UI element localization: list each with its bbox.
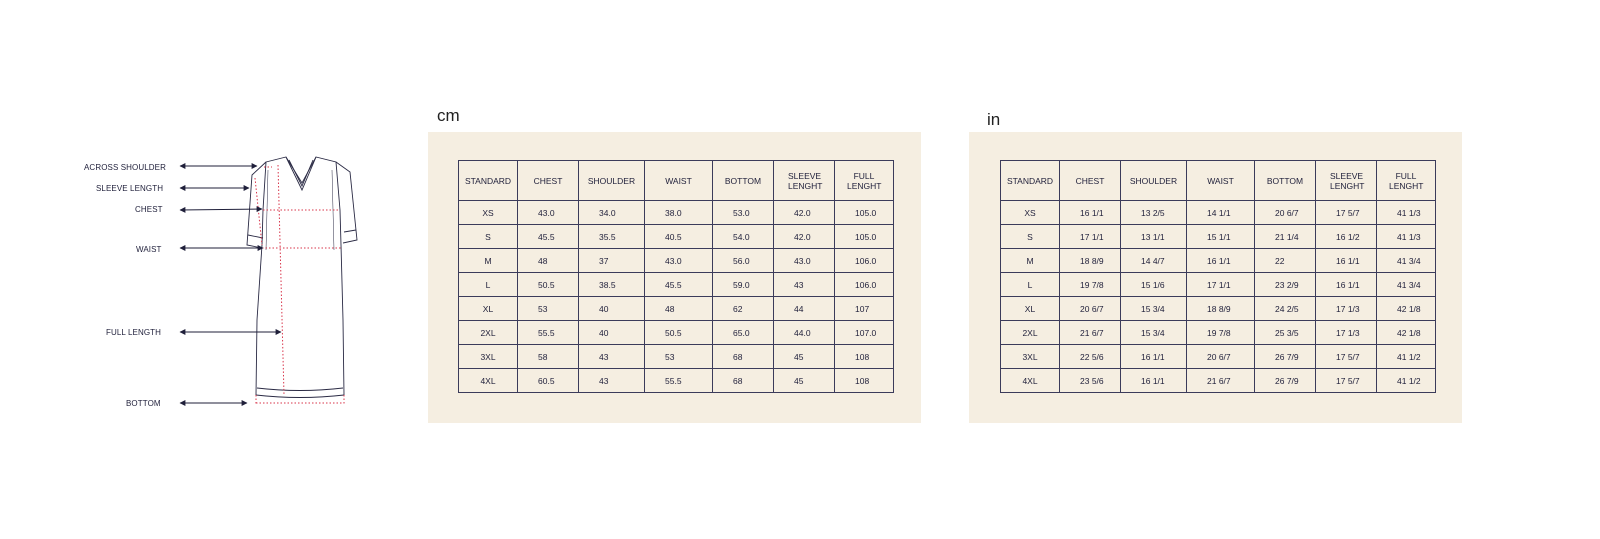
value-cell: 17 1/1 (1187, 273, 1255, 297)
value-cell: 19 7/8 (1060, 273, 1121, 297)
value-cell: 21 6/7 (1187, 369, 1255, 393)
value-cell: 20 6/7 (1187, 345, 1255, 369)
table-row (459, 225, 894, 249)
value-cell: 106.0 (835, 249, 894, 273)
value-cell: 41 3/4 (1377, 249, 1436, 273)
value-cell: 58 (518, 345, 579, 369)
value-cell: 22 5/6 (1060, 345, 1121, 369)
value-cell: 15 1/6 (1121, 273, 1187, 297)
header-sleeve-length: SLEEVE LENGHT (1316, 161, 1377, 201)
value-cell: 23 2/9 (1255, 273, 1316, 297)
size-cell: L (459, 273, 518, 297)
value-cell: 35.5 (579, 225, 645, 249)
value-cell: 50.5 (518, 273, 579, 297)
table-row (1001, 249, 1436, 273)
size-cell: M (1001, 249, 1060, 273)
measurement-arrows (180, 166, 281, 403)
value-cell: 59.0 (713, 273, 774, 297)
value-cell: 40.5 (645, 225, 713, 249)
size-cell: 4XL (1001, 369, 1060, 393)
value-cell: 41 1/3 (1377, 201, 1436, 225)
header-chest: CHEST (518, 161, 579, 201)
table-row (459, 345, 894, 369)
value-cell: 38.0 (645, 201, 713, 225)
value-cell: 17 5/7 (1316, 345, 1377, 369)
table-row (459, 273, 894, 297)
value-cell: 44.0 (774, 321, 835, 345)
header-waist: WAIST (645, 161, 713, 201)
table-row (1001, 201, 1436, 225)
value-cell: 21 6/7 (1060, 321, 1121, 345)
value-cell: 42.0 (774, 225, 835, 249)
value-cell: 53.0 (713, 201, 774, 225)
size-cell: L (1001, 273, 1060, 297)
value-cell: 44 (774, 297, 835, 321)
table-row (1001, 369, 1436, 393)
header-shoulder: SHOULDER (579, 161, 645, 201)
header-bottom: BOTTOM (1255, 161, 1316, 201)
value-cell: 45.5 (518, 225, 579, 249)
value-cell: 21 1/4 (1255, 225, 1316, 249)
value-cell: 43.0 (774, 249, 835, 273)
cm-table-body (459, 201, 894, 393)
value-cell: 38.5 (579, 273, 645, 297)
header-chest: CHEST (1060, 161, 1121, 201)
value-cell: 68 (713, 369, 774, 393)
table-row (1001, 345, 1436, 369)
table-row (459, 369, 894, 393)
value-cell: 105.0 (835, 201, 894, 225)
size-cell: 4XL (459, 369, 518, 393)
value-cell: 108 (835, 369, 894, 393)
value-cell: 41 1/2 (1377, 369, 1436, 393)
label-chest: CHEST (135, 205, 163, 214)
value-cell: 45 (774, 369, 835, 393)
value-cell: 45.5 (645, 273, 713, 297)
size-cell: S (1001, 225, 1060, 249)
value-cell: 25 3/5 (1255, 321, 1316, 345)
value-cell: 48 (645, 297, 713, 321)
table-row (1001, 321, 1436, 345)
value-cell: 17 1/3 (1316, 321, 1377, 345)
value-cell: 53 (645, 345, 713, 369)
value-cell: 68 (713, 345, 774, 369)
size-cell: XS (1001, 201, 1060, 225)
value-cell: 16 1/1 (1316, 273, 1377, 297)
header-full-length: FULL LENGHT (835, 161, 894, 201)
value-cell: 50.5 (645, 321, 713, 345)
label-waist: WAIST (136, 245, 162, 254)
size-cell: 2XL (459, 321, 518, 345)
size-cell: S (459, 225, 518, 249)
value-cell: 19 7/8 (1187, 321, 1255, 345)
table-row (459, 321, 894, 345)
value-cell: 16 1/1 (1121, 345, 1187, 369)
size-cell: M (459, 249, 518, 273)
value-cell: 15 3/4 (1121, 321, 1187, 345)
value-cell: 45 (774, 345, 835, 369)
table-row (1001, 297, 1436, 321)
size-cell: 3XL (459, 345, 518, 369)
cm-size-table (458, 160, 894, 393)
size-cell: XL (459, 297, 518, 321)
header-waist: WAIST (1187, 161, 1255, 201)
value-cell: 105.0 (835, 225, 894, 249)
value-cell: 24 2/5 (1255, 297, 1316, 321)
size-cell: 2XL (1001, 321, 1060, 345)
value-cell: 42 1/8 (1377, 321, 1436, 345)
value-cell: 15 1/1 (1187, 225, 1255, 249)
unit-label-in: in (987, 110, 1001, 129)
value-cell: 107 (835, 297, 894, 321)
value-cell: 42 1/8 (1377, 297, 1436, 321)
size-cell: XL (1001, 297, 1060, 321)
value-cell: 15 3/4 (1121, 297, 1187, 321)
value-cell: 26 7/9 (1255, 345, 1316, 369)
value-cell: 48 (518, 249, 579, 273)
measurement-guides (255, 165, 344, 405)
value-cell: 16 1/1 (1121, 369, 1187, 393)
value-cell: 41 1/2 (1377, 345, 1436, 369)
value-cell: 23 5/6 (1060, 369, 1121, 393)
header-shoulder: SHOULDER (1121, 161, 1187, 201)
value-cell: 34.0 (579, 201, 645, 225)
value-cell: 108 (835, 345, 894, 369)
value-cell: 16 1/2 (1316, 225, 1377, 249)
value-cell: 14 1/1 (1187, 201, 1255, 225)
in-size-table (1000, 160, 1436, 393)
measurement-diagram (0, 0, 420, 539)
table-row (1001, 273, 1436, 297)
value-cell: 13 2/5 (1121, 201, 1187, 225)
value-cell: 55.5 (645, 369, 713, 393)
header-standard: STANDARD (459, 161, 518, 201)
label-across-shoulder: ACROSS SHOULDER (84, 163, 166, 172)
value-cell: 20 6/7 (1060, 297, 1121, 321)
table-row (1001, 225, 1436, 249)
value-cell: 17 1/3 (1316, 297, 1377, 321)
value-cell: 20 6/7 (1255, 201, 1316, 225)
value-cell: 37 (579, 249, 645, 273)
value-cell: 106.0 (835, 273, 894, 297)
value-cell: 16 1/1 (1060, 201, 1121, 225)
label-bottom: BOTTOM (126, 399, 161, 408)
value-cell: 40 (579, 297, 645, 321)
header-bottom: BOTTOM (713, 161, 774, 201)
table-row (459, 249, 894, 273)
value-cell: 107.0 (835, 321, 894, 345)
value-cell: 17 5/7 (1316, 369, 1377, 393)
value-cell: 43 (579, 369, 645, 393)
size-cell: XS (459, 201, 518, 225)
value-cell: 22 (1255, 249, 1316, 273)
value-cell: 43.0 (645, 249, 713, 273)
value-cell: 18 8/9 (1060, 249, 1121, 273)
value-cell: 17 1/1 (1060, 225, 1121, 249)
value-cell: 26 7/9 (1255, 369, 1316, 393)
value-cell: 43 (579, 345, 645, 369)
value-cell: 62 (713, 297, 774, 321)
value-cell: 17 5/7 (1316, 201, 1377, 225)
value-cell: 53 (518, 297, 579, 321)
value-cell: 18 8/9 (1187, 297, 1255, 321)
value-cell: 54.0 (713, 225, 774, 249)
label-sleeve-length: SLEEVE LENGTH (96, 184, 164, 193)
table-header-row (459, 161, 894, 201)
value-cell: 16 1/1 (1187, 249, 1255, 273)
header-full-length: FULL LENGHT (1377, 161, 1436, 201)
value-cell: 42.0 (774, 201, 835, 225)
table-row (459, 201, 894, 225)
value-cell: 60.5 (518, 369, 579, 393)
value-cell: 13 1/1 (1121, 225, 1187, 249)
value-cell: 55.5 (518, 321, 579, 345)
dress-icon (247, 157, 357, 398)
in-table-body (1001, 201, 1436, 393)
value-cell: 14 4/7 (1121, 249, 1187, 273)
unit-label-cm: cm (437, 106, 460, 125)
label-full-length: FULL LENGTH (106, 328, 162, 337)
value-cell: 40 (579, 321, 645, 345)
header-standard: STANDARD (1001, 161, 1060, 201)
value-cell: 41 3/4 (1377, 273, 1436, 297)
size-cell: 3XL (1001, 345, 1060, 369)
table-header-row (1001, 161, 1436, 201)
value-cell: 41 1/3 (1377, 225, 1436, 249)
value-cell: 43.0 (518, 201, 579, 225)
value-cell: 56.0 (713, 249, 774, 273)
table-row (459, 297, 894, 321)
value-cell: 65.0 (713, 321, 774, 345)
value-cell: 43 (774, 273, 835, 297)
header-sleeve-length: SLEEVE LENGHT (774, 161, 835, 201)
value-cell: 16 1/1 (1316, 249, 1377, 273)
